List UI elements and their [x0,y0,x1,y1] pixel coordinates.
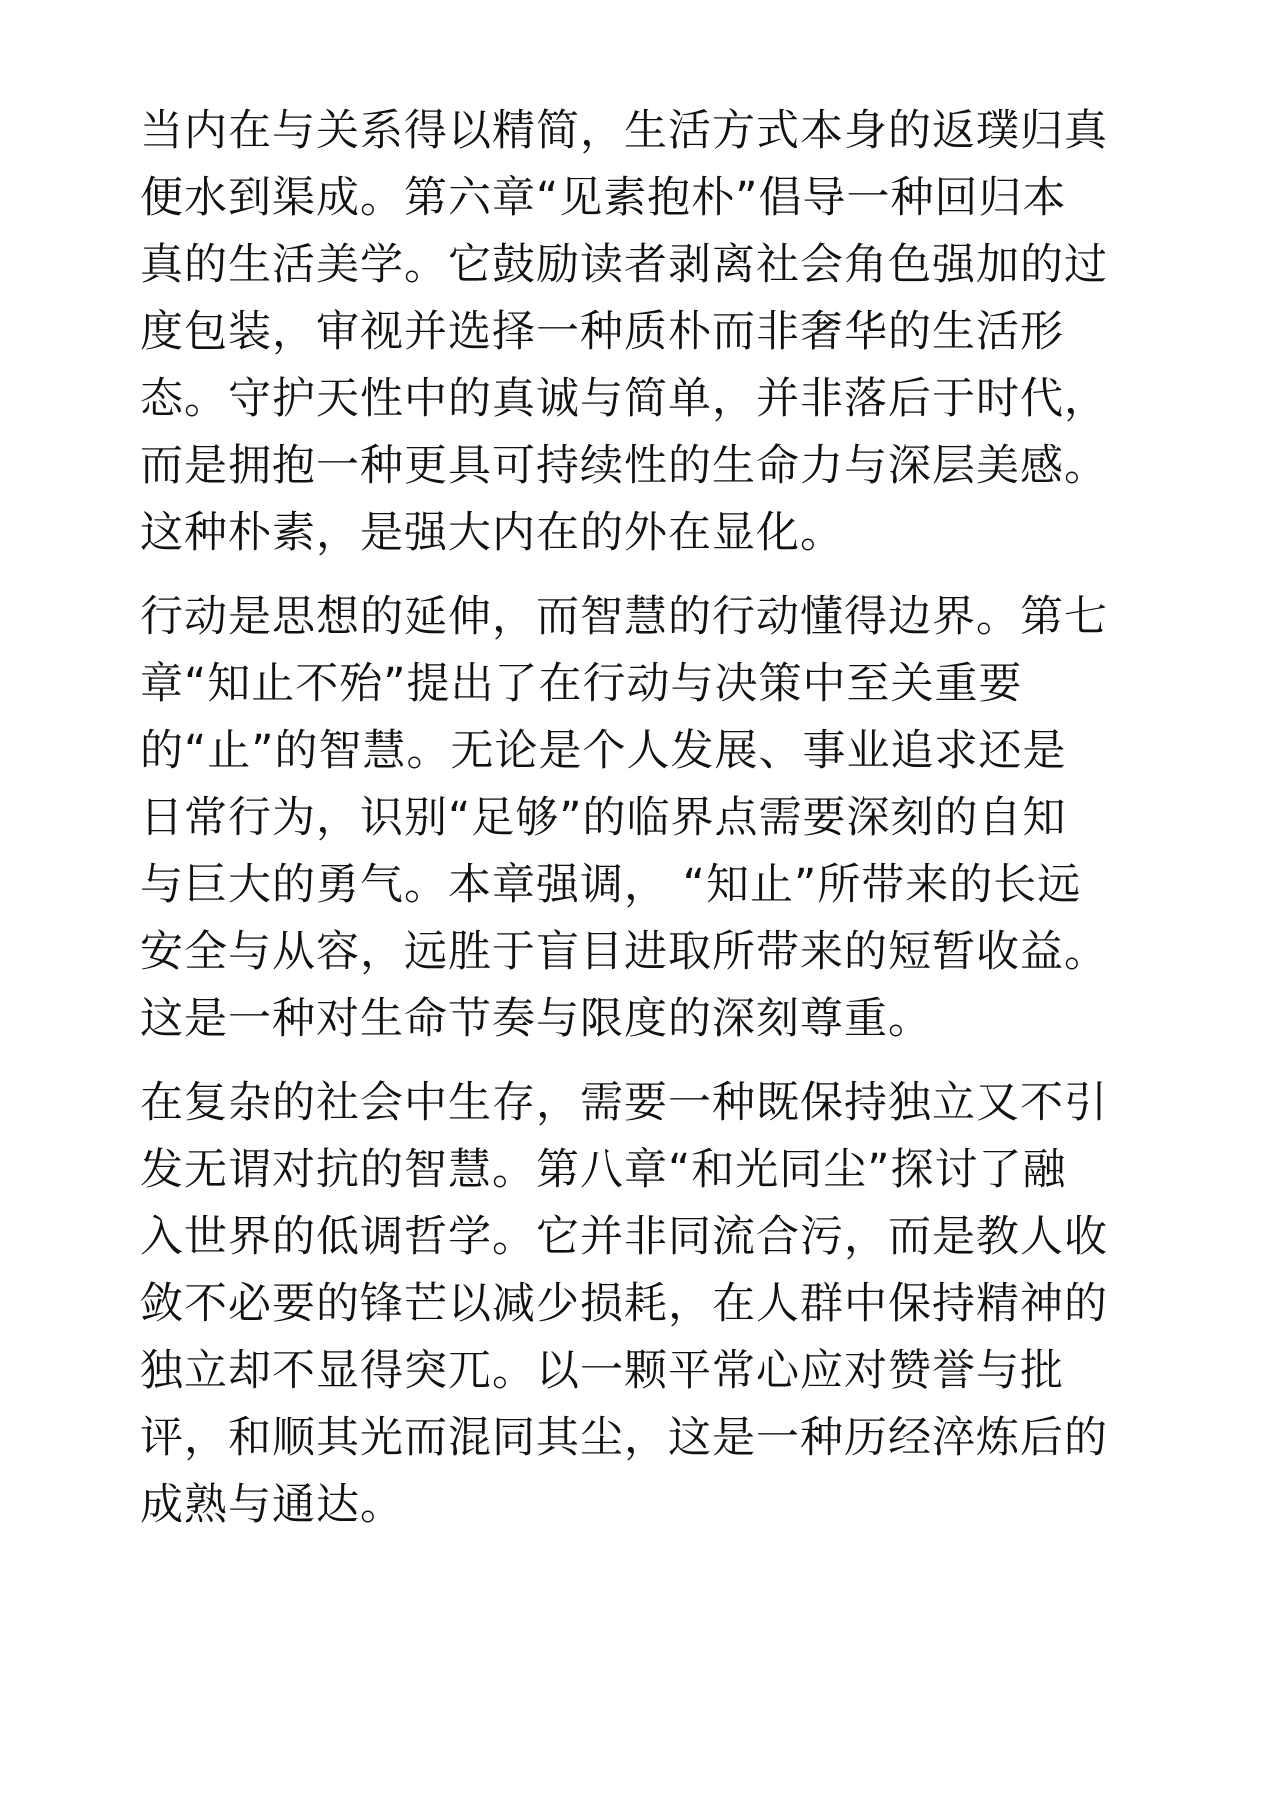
text-line: 独立却不显得突兀。以一颗平常心应对赞誉与批 [140,1346,1064,1396]
text-line: 态。守护天性中的真诚与简单，并非落后于时代， [140,374,1108,424]
paragraph-chapter-7 [140,584,1140,1053]
text-line: 评，和顺其光而混同其尘，这是一种历经淬炼后的 [140,1413,1108,1463]
text-line: 章“知止不殆”提出了在行动与决策中至关重要 [140,659,1023,709]
text-line: 真的生活美学。它鼓励读者剥离社会角色强加的过 [140,240,1108,290]
text-line: 便水到渠成。第六章“见素抱朴”倡导一种回归本 [140,173,1067,223]
text-line: 而是拥抱一种更具可持续性的生命力与深层美感。 [140,441,1108,491]
text-line: 的“止”的智慧。无论是个人发展、事业追求还是 [140,726,1067,776]
paragraph-chapter-8 [140,1070,1140,1539]
text-line: 日常行为，识别“足够”的临界点需要深刻的自知 [140,793,1067,843]
text-line: 入世界的低调哲学。它并非同流合污，而是教人收 [140,1212,1108,1262]
text-line: 当内在与关系得以精简，生活方式本身的返璞归真 [140,106,1108,156]
text-line: 与巨大的勇气。本章强调， “知止”所带来的长远 [140,860,1082,910]
text-line: 这是一种对生命节奏与限度的深刻尊重。 [140,994,932,1044]
text-line: 在复杂的社会中生存，需要一种既保持独立又不引 [140,1078,1108,1128]
text-line: 成熟与通达。 [140,1480,404,1530]
paragraph-chapter-6 [140,98,1140,567]
text-line: 度包装，审视并选择一种质朴而非奢华的生活形 [140,307,1064,357]
document-page [140,98,1140,1556]
text-line: 安全与从容，远胜于盲目进取所带来的短暂收益。 [140,927,1108,977]
text-line: 发无谓对抗的智慧。第八章“和光同尘”探讨了融 [140,1145,1067,1195]
text-line: 这种朴素，是强大内在的外在显化。 [140,508,844,558]
text-line: 敛不必要的锋芒以减少损耗，在人群中保持精神的 [140,1279,1108,1329]
text-line: 行动是思想的延伸，而智慧的行动懂得边界。第七 [140,592,1108,642]
